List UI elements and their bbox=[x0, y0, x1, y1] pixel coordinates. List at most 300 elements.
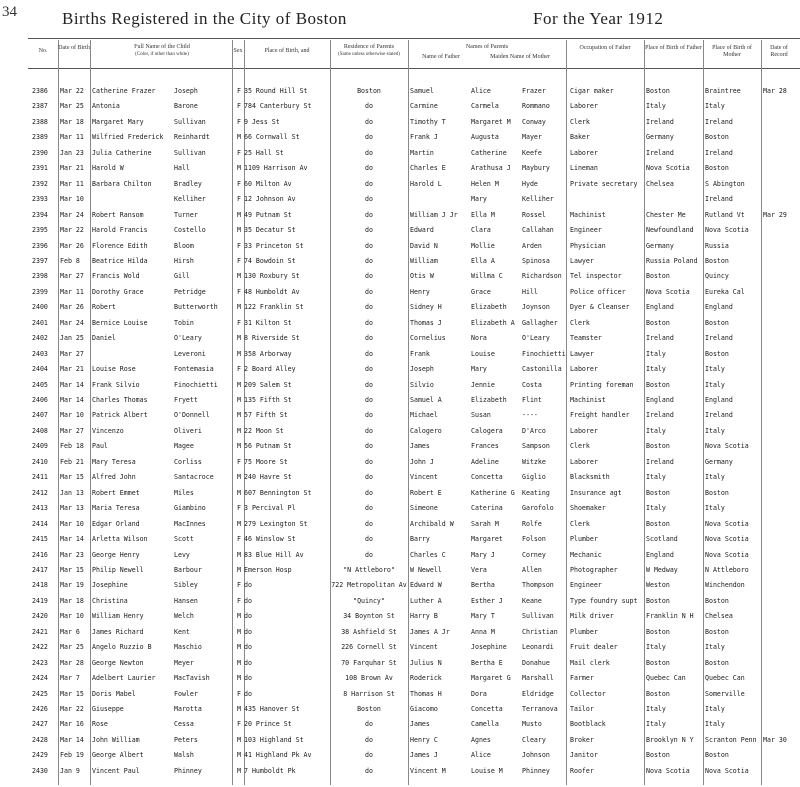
mother-name: Dora bbox=[471, 689, 487, 698]
father-birthplace: Boston bbox=[646, 519, 670, 528]
child-sex: M bbox=[237, 766, 241, 775]
child-sex: M bbox=[237, 272, 241, 281]
mother-name: Elizabeth bbox=[471, 303, 507, 312]
birth-place: 135 Fifth St bbox=[244, 396, 292, 404]
child-surname: Tobin bbox=[174, 318, 194, 327]
father-name: Charles E bbox=[410, 164, 446, 173]
father-birthplace: England bbox=[646, 396, 674, 404]
child-surname: Bradley bbox=[174, 179, 202, 188]
mother-maiden-name: Marshall bbox=[522, 674, 554, 683]
parents-residence: do bbox=[365, 148, 373, 157]
child-given-name: Philip Newell bbox=[92, 565, 144, 574]
father-name: Charles C bbox=[410, 550, 446, 559]
record-number: 2419 bbox=[32, 596, 48, 605]
mother-name: Elizabeth A bbox=[471, 318, 515, 327]
mother-birthplace: Somerville bbox=[705, 689, 745, 698]
table-row bbox=[0, 300, 800, 315]
table-row bbox=[0, 378, 800, 393]
parents-residence: do bbox=[365, 334, 373, 343]
mother-maiden-name: Johnson bbox=[522, 751, 550, 760]
father-name: James A Jr bbox=[410, 627, 450, 636]
mother-maiden-name: Thompson bbox=[522, 581, 554, 590]
birth-place: do bbox=[244, 596, 252, 605]
mother-birthplace: Nova Scotia bbox=[705, 519, 749, 528]
col-header-birthplace-mother: Place of Birth of Mother bbox=[712, 45, 752, 58]
father-occupation: Milk driver bbox=[570, 612, 614, 621]
father-birthplace: Boston bbox=[646, 442, 670, 451]
record-number: 2393 bbox=[32, 195, 48, 204]
birth-place: 41 Highland Pk Av bbox=[244, 751, 312, 760]
birth-date: Mar 23 bbox=[60, 550, 84, 559]
father-name: Joseph bbox=[410, 365, 434, 374]
mother-maiden-name: Hill bbox=[522, 287, 538, 296]
mother-name: Mary bbox=[471, 195, 487, 204]
mother-birthplace: Italy bbox=[705, 380, 725, 389]
father-occupation: Machinist bbox=[570, 396, 606, 404]
mother-maiden-name: Gallagher bbox=[522, 318, 558, 327]
child-sex: M bbox=[237, 735, 241, 744]
header-bottom-rule bbox=[28, 68, 800, 69]
table-row bbox=[0, 764, 800, 779]
parents-residence: do bbox=[365, 365, 373, 374]
birth-date: Mar 14 bbox=[60, 396, 84, 404]
father-name: Frank J bbox=[410, 133, 438, 142]
father-name: Luther A bbox=[410, 596, 442, 605]
child-surname: Kent bbox=[174, 627, 190, 636]
birth-place: 122 Franklin St bbox=[244, 303, 304, 312]
father-birthplace: Italy bbox=[646, 426, 666, 435]
col-header-mother: Maiden Name of Mother bbox=[490, 54, 550, 60]
parents-residence: do bbox=[365, 179, 373, 188]
mother-maiden-name: Callahan bbox=[522, 226, 554, 235]
child-given-name: Mary Teresa bbox=[92, 457, 136, 466]
child-sex: F bbox=[237, 87, 241, 95]
mother-maiden-name: Spinosa bbox=[522, 256, 550, 265]
mother-name: Frances bbox=[471, 442, 499, 451]
child-sex: M bbox=[237, 303, 241, 312]
mother-maiden-name: Phinney bbox=[522, 766, 550, 775]
child-surname: MacInnes bbox=[174, 519, 206, 528]
table-row bbox=[0, 563, 800, 578]
father-occupation: Engineer bbox=[570, 581, 602, 590]
father-occupation: Baker bbox=[570, 133, 590, 142]
child-given-name: Antonia bbox=[92, 102, 120, 111]
mother-name: Ella M bbox=[471, 210, 495, 219]
mother-birthplace: Boston bbox=[705, 318, 729, 327]
child-given-name: Harold W bbox=[92, 164, 124, 173]
father-occupation: Tel inspector bbox=[570, 272, 622, 281]
father-birthplace: Nova Scotia bbox=[646, 164, 690, 173]
birth-place: 75 Moore St bbox=[244, 457, 288, 466]
mother-name: Alice bbox=[471, 751, 491, 760]
record-date: Mar 29 bbox=[763, 210, 787, 219]
mother-birthplace: Nova Scotia bbox=[705, 766, 749, 775]
birth-place: 33 Princeton St bbox=[244, 241, 304, 250]
father-birthplace: Italy bbox=[646, 643, 666, 652]
birth-date: Mar 19 bbox=[60, 581, 84, 590]
birth-date: Jan 13 bbox=[60, 488, 84, 497]
table-row bbox=[0, 115, 800, 130]
child-given-name: Catherine Frazer bbox=[92, 87, 156, 95]
father-name: Thomas H bbox=[410, 689, 442, 698]
child-surname: Oliveri bbox=[174, 426, 202, 435]
mother-maiden-name: Rossel bbox=[522, 210, 546, 219]
mother-maiden-name: Cleary bbox=[522, 735, 546, 744]
father-occupation: Laborer bbox=[570, 426, 598, 435]
child-sex: F bbox=[237, 241, 241, 250]
mother-birthplace: Chelsea bbox=[705, 612, 733, 621]
child-given-name: Francis Wold bbox=[92, 272, 140, 281]
child-sex: M bbox=[237, 627, 241, 636]
mother-maiden-name: Giglio bbox=[522, 473, 546, 482]
birth-place: 66 Cornwall St bbox=[244, 133, 300, 142]
child-sex: M bbox=[237, 411, 241, 420]
father-occupation: Lineman bbox=[570, 164, 598, 173]
mother-maiden-name: Arden bbox=[522, 241, 542, 250]
mother-birthplace: Eureka Cal bbox=[705, 287, 745, 296]
mother-maiden-name: Witzke bbox=[522, 457, 546, 466]
child-surname: Petridge bbox=[174, 287, 206, 296]
birth-date: Mar 15 bbox=[60, 689, 84, 698]
record-number: 2388 bbox=[32, 117, 48, 126]
parents-residence: do bbox=[365, 303, 373, 312]
record-number: 2425 bbox=[32, 689, 48, 698]
father-birthplace: Boston bbox=[646, 751, 670, 760]
child-surname: O'Donnell bbox=[174, 411, 210, 420]
parents-residence: do bbox=[365, 133, 373, 142]
table-row bbox=[0, 455, 800, 470]
father-name: Vincent bbox=[410, 643, 438, 652]
mother-maiden-name: Musto bbox=[522, 720, 542, 729]
father-name: Giacomo bbox=[410, 705, 438, 713]
father-birthplace: Germany bbox=[646, 241, 674, 250]
col-header-occupation: Occupation of Father bbox=[579, 45, 631, 51]
mother-maiden-name: Garofolo bbox=[522, 504, 554, 513]
col-header-child bbox=[92, 44, 232, 58]
mother-name: Jennie bbox=[471, 380, 495, 389]
father-name: Carmine bbox=[410, 102, 438, 111]
father-name: Vincent M bbox=[410, 766, 446, 775]
table-row bbox=[0, 578, 800, 593]
father-occupation: Clerk bbox=[570, 117, 590, 126]
col-header-sex: Sex bbox=[233, 48, 243, 54]
birth-place: 35 Round Hill St bbox=[244, 87, 308, 95]
birth-place: 240 Havre St bbox=[244, 473, 292, 482]
parents-residence: do bbox=[365, 164, 373, 173]
mother-birthplace: Russia bbox=[705, 241, 729, 250]
child-surname: Phinney bbox=[174, 766, 202, 775]
father-occupation: Broker bbox=[570, 735, 594, 744]
father-name: Roderick bbox=[410, 674, 442, 683]
mother-name: Anna M bbox=[471, 627, 495, 636]
mother-maiden-name: Keane bbox=[522, 596, 542, 605]
child-given-name: Edgar Orland bbox=[92, 519, 140, 528]
father-birthplace: England bbox=[646, 303, 674, 312]
father-name: Otis W bbox=[410, 272, 434, 281]
child-sex: M bbox=[237, 226, 241, 235]
record-number: 2411 bbox=[32, 473, 48, 482]
father-birthplace: Boston bbox=[646, 596, 670, 605]
table-row bbox=[0, 393, 800, 408]
table-row bbox=[0, 517, 800, 532]
father-birthplace: W Medway bbox=[646, 565, 678, 574]
child-sex: F bbox=[237, 720, 241, 729]
col-header-place: Place of Birth, and bbox=[264, 48, 310, 54]
birth-place: 3 Percival Pl bbox=[244, 504, 296, 513]
child-surname: Turner bbox=[174, 210, 198, 219]
table-row bbox=[0, 408, 800, 423]
parents-residence: do bbox=[365, 195, 373, 204]
birth-place: 20 Prince St bbox=[244, 720, 292, 729]
father-birthplace: Germany bbox=[646, 133, 674, 142]
child-sex: M bbox=[237, 210, 241, 219]
mother-name: Arathusa J bbox=[471, 164, 511, 173]
father-birthplace: Italy bbox=[646, 349, 666, 358]
mother-name: Mary J bbox=[471, 550, 495, 559]
mother-maiden-name: Flint bbox=[522, 396, 542, 404]
birth-place: 56 Putnam St bbox=[244, 442, 292, 451]
mother-birthplace: Scranton Penn bbox=[705, 735, 757, 744]
table-row bbox=[0, 146, 800, 161]
child-surname: Walsh bbox=[174, 751, 194, 760]
col-header-date: Date of Birth bbox=[58, 45, 90, 51]
record-number: 2389 bbox=[32, 133, 48, 142]
child-surname: Finochietti bbox=[174, 380, 218, 389]
table-row bbox=[0, 99, 800, 114]
mother-maiden-name: Keating bbox=[522, 488, 550, 497]
birth-date: Mar 10 bbox=[60, 195, 84, 204]
birth-date: Mar 18 bbox=[60, 596, 84, 605]
col-header-residence-label: Residence of Parents bbox=[343, 44, 395, 50]
child-given-name: Arletta Wilson bbox=[92, 535, 148, 544]
record-date: Mar 30 bbox=[763, 735, 787, 744]
birth-place: do bbox=[244, 674, 252, 683]
father-occupation: Machinist bbox=[570, 210, 606, 219]
mother-birthplace: N Attleboro bbox=[705, 565, 749, 574]
table-row bbox=[0, 733, 800, 748]
mother-name: Josephine bbox=[471, 643, 507, 652]
child-sex: M bbox=[237, 334, 241, 343]
table-row bbox=[0, 548, 800, 563]
child-surname: Hirsh bbox=[174, 256, 194, 265]
mother-name: Margaret M bbox=[471, 117, 511, 126]
father-occupation: Laborer bbox=[570, 102, 598, 111]
mother-birthplace: Quebec Can bbox=[705, 674, 745, 683]
birth-date: Mar 22 bbox=[60, 705, 84, 713]
mother-name: Katherine G bbox=[471, 488, 515, 497]
mother-birthplace: Boston bbox=[705, 133, 729, 142]
record-number: 2390 bbox=[32, 148, 48, 157]
mother-maiden-name: Hyde bbox=[522, 179, 538, 188]
birth-place: do bbox=[244, 627, 252, 636]
mother-name: Helen M bbox=[471, 179, 499, 188]
parents-residence: do bbox=[365, 117, 373, 126]
father-birthplace: Boston bbox=[646, 658, 670, 667]
child-surname: Sullivan bbox=[174, 148, 206, 157]
child-given-name: George Newton bbox=[92, 658, 144, 667]
child-surname: MacTavish bbox=[174, 674, 210, 683]
record-number: 2423 bbox=[32, 658, 48, 667]
parents-residence: do bbox=[365, 380, 373, 389]
col-header-record-date: Date of Record bbox=[770, 45, 788, 58]
mother-name: Elizabeth bbox=[471, 396, 507, 404]
child-sex: F bbox=[237, 117, 241, 126]
parents-residence: do bbox=[365, 720, 373, 729]
parents-residence: 38 Ashfield St bbox=[341, 627, 397, 636]
father-occupation: Dyer & Cleanser bbox=[570, 303, 630, 312]
mother-maiden-name: Allen bbox=[522, 565, 542, 574]
birth-date: Mar 21 bbox=[60, 365, 84, 374]
parents-residence: do bbox=[365, 318, 373, 327]
mother-maiden-name: Kelliher bbox=[522, 195, 554, 204]
child-given-name: George Albert bbox=[92, 751, 144, 760]
mother-birthplace: Germany bbox=[705, 457, 733, 466]
table-row bbox=[0, 347, 800, 362]
record-number: 2395 bbox=[32, 226, 48, 235]
birth-place: 22 Moon St bbox=[244, 426, 284, 435]
table-row bbox=[0, 640, 800, 655]
child-given-name: Florence Edith bbox=[92, 241, 148, 250]
mother-maiden-name: Costa bbox=[522, 380, 542, 389]
father-birthplace: Boston bbox=[646, 488, 670, 497]
father-name: Samuel A bbox=[410, 396, 442, 404]
mother-maiden-name: Sampson bbox=[522, 442, 550, 451]
child-surname: Fowler bbox=[174, 689, 198, 698]
mother-name: Augusta bbox=[471, 133, 499, 142]
birth-date: Mar 10 bbox=[60, 612, 84, 621]
mother-maiden-name: Rommano bbox=[522, 102, 550, 111]
child-given-name: Rose bbox=[92, 720, 108, 729]
table-row bbox=[0, 702, 800, 717]
table-row bbox=[0, 609, 800, 624]
child-sex: M bbox=[237, 550, 241, 559]
child-surname: Peters bbox=[174, 735, 198, 744]
mother-name: Margaret G bbox=[471, 674, 511, 683]
father-name: Harold L bbox=[410, 179, 442, 188]
parents-residence: 226 Cornell St bbox=[341, 643, 397, 652]
mother-birthplace: Italy bbox=[705, 705, 725, 713]
table-row bbox=[0, 656, 800, 671]
record-number: 2404 bbox=[32, 365, 48, 374]
parents-residence: do bbox=[365, 210, 373, 219]
birth-place: 35 Decatur St bbox=[244, 226, 296, 235]
parents-residence: "N Attleboro" bbox=[343, 565, 395, 574]
mother-maiden-name: Donahue bbox=[522, 658, 550, 667]
child-given-name: Bernice Louise bbox=[92, 318, 148, 327]
father-birthplace: Nova Scotia bbox=[646, 287, 690, 296]
table-row bbox=[0, 671, 800, 686]
father-occupation: Laborer bbox=[570, 148, 598, 157]
child-given-name: Giuseppe bbox=[92, 705, 124, 713]
birth-date: Mar 22 bbox=[60, 226, 84, 235]
child-surname: Hansen bbox=[174, 596, 198, 605]
mother-birthplace: Ireland bbox=[705, 411, 733, 420]
child-sex: F bbox=[237, 457, 241, 466]
mother-name: Margaret bbox=[471, 535, 503, 544]
record-number: 2420 bbox=[32, 612, 48, 621]
parents-residence: 108 Brown Av bbox=[345, 674, 393, 683]
parents-residence: do bbox=[365, 349, 373, 358]
father-name: Sidney H bbox=[410, 303, 442, 312]
birth-place: 9 Jess St bbox=[244, 117, 280, 126]
birth-place: 358 Arborway bbox=[244, 349, 292, 358]
father-birthplace: Russia Poland bbox=[646, 256, 698, 265]
father-name: Barry bbox=[410, 535, 430, 544]
child-surname: O'Leary bbox=[174, 334, 202, 343]
table-row bbox=[0, 84, 800, 99]
child-sex: F bbox=[237, 581, 241, 590]
mother-name: Alice bbox=[471, 87, 491, 95]
father-occupation: Lawyer bbox=[570, 256, 594, 265]
child-sex: F bbox=[237, 179, 241, 188]
mother-maiden-name: Corney bbox=[522, 550, 546, 559]
father-name: Cornelius bbox=[410, 334, 446, 343]
father-birthplace: Newfoundland bbox=[646, 226, 694, 235]
child-surname: Giambino bbox=[174, 504, 206, 513]
table-row bbox=[0, 316, 800, 331]
father-birthplace: Nova Scotia bbox=[646, 766, 690, 775]
page-number: 34 bbox=[2, 4, 17, 20]
birth-place: 2 Board Alley bbox=[244, 365, 296, 374]
table-row bbox=[0, 594, 800, 609]
father-birthplace: Chester Me bbox=[646, 210, 686, 219]
father-birthplace: Italy bbox=[646, 365, 666, 374]
father-occupation: Plumber bbox=[570, 535, 598, 544]
birth-place: do bbox=[244, 689, 252, 698]
father-name: William J Jr bbox=[410, 210, 458, 219]
birth-date: Mar 14 bbox=[60, 735, 84, 744]
table-row bbox=[0, 208, 800, 223]
birth-date: Mar 27 bbox=[60, 349, 84, 358]
mother-maiden-name: Sullivan bbox=[522, 612, 554, 621]
parents-residence: do bbox=[365, 488, 373, 497]
birth-date: Mar 10 bbox=[60, 519, 84, 528]
mother-birthplace: Italy bbox=[705, 720, 725, 729]
table-row bbox=[0, 239, 800, 254]
birth-place: 784 Canterbury St bbox=[244, 102, 312, 111]
father-occupation: Printing foreman bbox=[570, 380, 634, 389]
father-birthplace: Ireland bbox=[646, 117, 674, 126]
father-occupation: Physician bbox=[570, 241, 606, 250]
mother-name: Agnes bbox=[471, 735, 491, 744]
parents-residence: do bbox=[365, 473, 373, 482]
mother-name: Willma C bbox=[471, 272, 503, 281]
child-given-name: Paul bbox=[92, 442, 108, 451]
parents-residence: do bbox=[365, 504, 373, 513]
mother-maiden-name: Christian bbox=[522, 627, 558, 636]
child-surname: Meyer bbox=[174, 658, 194, 667]
father-birthplace: Weston bbox=[646, 581, 670, 590]
parents-residence: do bbox=[365, 102, 373, 111]
record-number: 2430 bbox=[32, 766, 48, 775]
father-occupation: Blacksmith bbox=[570, 473, 610, 482]
father-birthplace: Boston bbox=[646, 627, 670, 636]
birth-place: 130 Roxbury St bbox=[244, 272, 300, 281]
birth-date: Mar 15 bbox=[60, 473, 84, 482]
record-number: 2401 bbox=[32, 318, 48, 327]
birth-date: Mar 11 bbox=[60, 179, 84, 188]
mother-birthplace: Boston bbox=[705, 596, 729, 605]
child-surname: Fontemasia bbox=[174, 365, 214, 374]
mother-name: Carmela bbox=[471, 102, 499, 111]
parents-residence: do bbox=[365, 426, 373, 435]
mother-maiden-name: Leonardi bbox=[522, 643, 554, 652]
col-header-parents: Names of Parents bbox=[465, 44, 509, 50]
father-occupation: Mail clerk bbox=[570, 658, 610, 667]
mother-birthplace: Ireland bbox=[705, 334, 733, 343]
child-sex: M bbox=[237, 612, 241, 621]
mother-maiden-name: Finochietti bbox=[522, 349, 566, 358]
